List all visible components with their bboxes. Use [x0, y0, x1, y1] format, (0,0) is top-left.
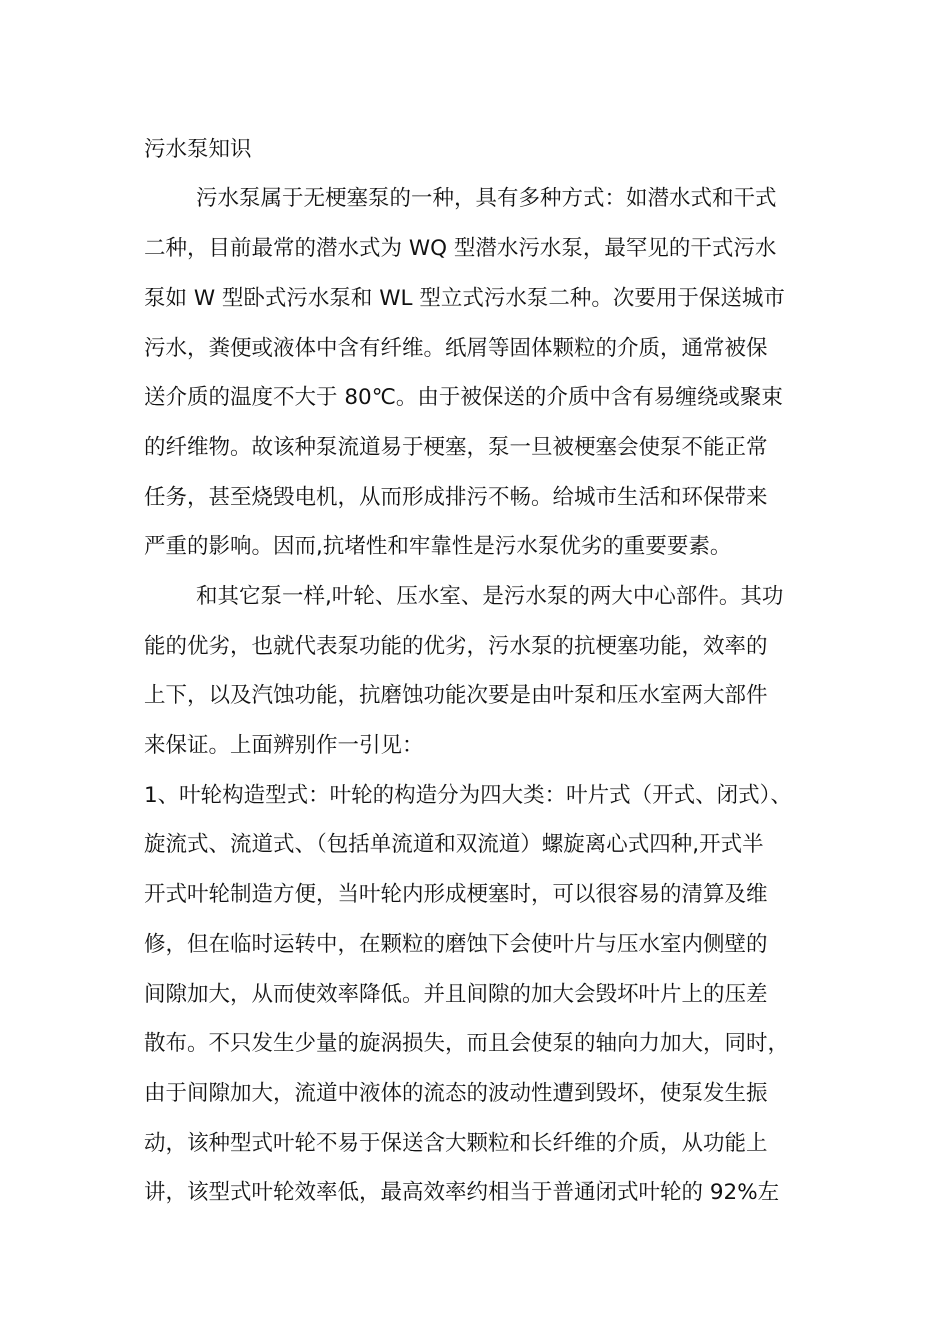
paragraph-1-line-2: 二种，目前最常的潜水式为 WQ 型潜水污水泵，最罕见的干式污水 — [144, 236, 777, 261]
section-1-line-1: 1、叶轮构造型式：叶轮的构造分为四大类：叶片式（开式、闭式）、 — [144, 783, 792, 808]
paragraph-2-line-1: 和其它泵一样,叶轮、压水室、是污水泵的两大中心部件。其功 — [196, 584, 784, 609]
paragraph-1-line-4: 污水，粪便或液体中含有纤维。纸屑等固体颗粒的介质，通常被保 — [144, 336, 768, 361]
section-1-line-9: 讲，该型式叶轮效率低，最高效率约相当于普通闭式叶轮的 92%左 — [144, 1180, 780, 1205]
paragraph-1-line-6: 的纤维物。故该种泵流道易于梗塞，泵一旦被梗塞会使泵不能正常 — [144, 435, 768, 460]
paragraph-2-line-4: 来保证。上面辨别作一引见： — [144, 733, 424, 758]
section-1-line-5: 间隙加大，从而使效率降低。并且间隙的加大会毁坏叶片上的压差 — [144, 982, 768, 1007]
paragraph-2-line-3: 上下，以及汽蚀功能，抗磨蚀功能次要是由叶泵和压水室两大部件 — [144, 683, 768, 708]
paragraph-1-line-8: 严重的影响。因而,抗堵性和牢靠性是污水泵优劣的重要要素。 — [144, 534, 732, 559]
paragraph-2-line-2: 能的优劣，也就代表泵功能的优劣，污水泵的抗梗塞功能，效率的 — [144, 634, 768, 659]
section-1-line-7: 由于间隙加大，流道中液体的流态的波动性遭到毁坏，使泵发生振 — [144, 1081, 768, 1106]
section-1-line-8: 动，该种型式叶轮不易于保送含大颗粒和长纤维的介质，从功能上 — [144, 1131, 768, 1156]
paragraph-1-line-3: 泵如 W 型卧式污水泵和 WL 型立式污水泵二种。次要用于保送城市 — [144, 286, 785, 311]
paragraph-1-line-7: 任务，甚至烧毁电机，从而形成排污不畅。给城市生活和环保带来 — [144, 485, 768, 510]
section-1-line-6: 散布。不只发生少量的旋涡损失，而且会使泵的轴向力加大，同时， — [144, 1031, 790, 1056]
section-1-line-4: 修，但在临时运转中，在颗粒的磨蚀下会使叶片与压水室内侧壁的 — [144, 932, 768, 957]
paragraph-1-line-1: 污水泵属于无梗塞泵的一种，具有多种方式：如潜水式和干式 — [196, 186, 777, 211]
section-1-line-2: 旋流式、流道式、（包括单流道和双流道）螺旋离心式四种,开式半 — [144, 832, 764, 857]
paragraph-1-line-5: 送介质的温度不大于 80℃。由于被保送的介质中含有易缠绕或聚束 — [144, 385, 783, 410]
document-title: 污水泵知识 — [144, 137, 252, 162]
section-1-line-3: 开式叶轮制造方便，当叶轮内形成梗塞时，可以很容易的清算及维 — [144, 882, 768, 907]
